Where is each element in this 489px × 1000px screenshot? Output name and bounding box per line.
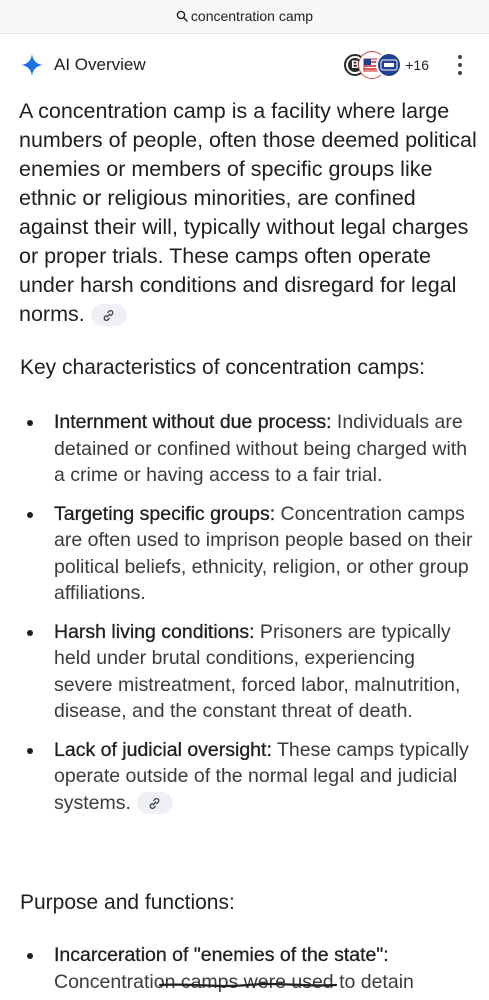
link-icon	[148, 797, 161, 810]
list-item-desc: Prisoners are typically held under brutal conditions, experiencing severe mistreatment, forced labor, malnutrition, disease, and the constant threat of death.	[54, 620, 461, 722]
ai-overview-header	[20, 50, 473, 80]
source-count[interactable]: +16	[405, 57, 429, 73]
list-item-term: Targeting specific groups:	[54, 502, 276, 525]
section-heading-purpose: Purpose and functions:	[20, 891, 235, 914]
overview-summary	[19, 97, 479, 329]
characteristics-list	[20, 409, 475, 828]
list-item-term: Lack of judicial oversight:	[54, 738, 272, 761]
list-item	[20, 619, 475, 725]
more-options-icon[interactable]	[455, 55, 465, 75]
b-logo-icon[interactable]: B	[342, 52, 368, 78]
list-item-desc: Concentration camps were used to detain	[54, 970, 414, 993]
source-favicons[interactable]	[342, 52, 429, 78]
url-text: concentration camp	[190, 8, 314, 24]
search-icon	[176, 10, 188, 22]
summary-text: A concentration camp is a facility where large numbers of people, often those deemed political enemies or members of specific groups like ethnic or religious minorities, are confined against their will, typically without legal charges or proper trials. These camps often operate under harsh conditions and disregard for legal norms.	[19, 99, 477, 326]
list-item-term: Harsh living conditions:	[54, 620, 255, 643]
browser-address-bar[interactable]	[0, 0, 489, 34]
citation-link-chip[interactable]	[91, 304, 127, 326]
list-item	[20, 409, 475, 489]
list-item-term: Incarceration of "enemies of the state":	[54, 944, 389, 966]
citation-link-chip[interactable]	[137, 792, 173, 814]
list-item-desc: Individuals are detained or confined without being charged with a crime or having access to a fair trial.	[54, 411, 468, 486]
ai-overview-title: AI Overview	[54, 55, 146, 74]
list-item-term: Internment without due process:	[54, 411, 332, 433]
list-item	[20, 501, 475, 607]
gemini-sparkle-icon	[20, 53, 44, 77]
news-logo-icon[interactable]	[376, 52, 402, 78]
list-item	[20, 737, 475, 817]
section-heading-characteristics: Key characteristics of concentration camps:	[20, 356, 426, 379]
list-item-desc: These camps typically operate outside of the normal legal and judicial systems.	[54, 738, 469, 814]
link-icon	[102, 309, 115, 322]
scribble-mark	[158, 980, 338, 992]
url-display[interactable]	[0, 8, 489, 24]
list-item-desc: Concentration camps are often used to imprison people based on their political beliefs, ethnicity, religion, or other group affiliations.	[54, 502, 473, 604]
